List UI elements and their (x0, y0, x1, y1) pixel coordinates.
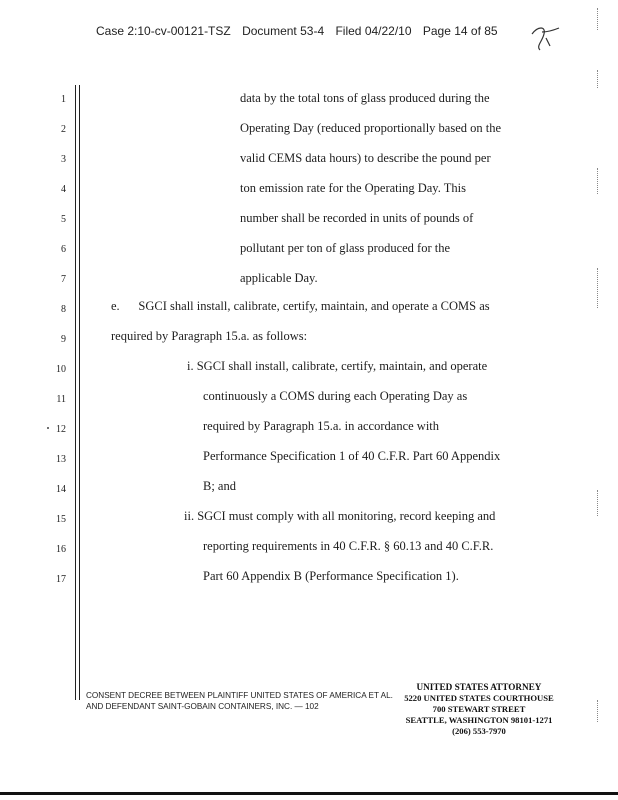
text-line: required by Paragraph 15.a. as follows: (111, 329, 308, 343)
line-number: 15 (56, 514, 66, 525)
line-number: 8 (61, 304, 66, 315)
line-number: 11 (56, 394, 66, 405)
text-line: reporting requirements in 40 C.F.R. § 60.13 and 40 C.F.R. (203, 539, 494, 553)
subparagraph-i: i. SGCI shall install, calibrate, certify, maintain, and operate (187, 359, 488, 373)
address-line: 5220 UNITED STATES COURTHOUSE (404, 693, 554, 703)
page-indicator: Page 14 of 85 (422, 24, 498, 38)
scan-artifact (597, 700, 600, 722)
footer-caption (86, 690, 416, 712)
line-number: 4 (61, 184, 66, 195)
address-line: SEATTLE, WASHINGTON 98101-1271 (405, 715, 553, 725)
attorney-address-stamp (404, 682, 554, 737)
scan-artifact (597, 168, 600, 194)
text-line: ton emission rate for the Operating Day. This (240, 181, 466, 195)
text-line: number shall be recorded in units of pounds of (240, 211, 474, 225)
line-number: 14 (56, 484, 66, 495)
scan-artifact (597, 70, 600, 88)
text-line: pollutant per ton of glass produced for the (240, 241, 451, 255)
line-number: 5 (61, 214, 66, 225)
line-number: 16 (56, 544, 66, 555)
margin-rule (75, 85, 76, 700)
text-line: Operating Day (reduced proportionally based on the (240, 121, 502, 135)
line-number: 13 (56, 454, 66, 465)
line-number: 7 (61, 274, 66, 285)
text-line: B; and (203, 479, 236, 493)
line-number: 6 (61, 244, 66, 255)
margin-rule (79, 85, 80, 700)
scan-artifact (47, 427, 49, 429)
text-line: valid CEMS data hours) to describe the pound per (240, 151, 491, 165)
scan-artifact (597, 268, 600, 308)
line-number: 17 (56, 574, 66, 585)
text-line: continuously a COMS during each Operating Day as (203, 389, 468, 403)
line-number: 3 (61, 154, 66, 165)
document-header (96, 24, 516, 38)
scan-artifact (597, 490, 600, 516)
case-number: Case 2:10-cv-00121-TSZ (96, 24, 231, 38)
line-number: 9 (61, 334, 66, 345)
text-line: applicable Day. (240, 271, 318, 285)
footer-caption-line: AND DEFENDANT SAINT-GOBAIN CONTAINERS, INC. — 102 (86, 702, 319, 711)
filed-date: Filed 04/22/10 (335, 24, 412, 38)
text-line: required by Paragraph 15.a. in accordance with (203, 419, 440, 433)
text-line: data by the total tons of glass produced during the (240, 91, 490, 105)
paragraph-e-heading: e. SGCI shall install, calibrate, certify, maintain, and operate a COMS as (111, 299, 490, 313)
line-number: 1 (61, 94, 66, 105)
initials-signature-icon (528, 20, 562, 54)
scan-bottom-edge (0, 792, 618, 795)
line-number: 10 (56, 364, 66, 375)
footer-caption-line: CONSENT DECREE BETWEEN PLAINTIFF UNITED STATES OF AMERICA ET AL. (86, 691, 393, 700)
text-line: Performance Specification 1 of 40 C.F.R. Part 60 Appendix (203, 449, 501, 463)
document-number: Document 53-4 (242, 24, 325, 38)
scan-artifact (597, 8, 600, 30)
attorney-title: UNITED STATES ATTORNEY (416, 682, 542, 692)
subparagraph-ii: ii. SGCI must comply with all monitoring, record keeping and (184, 509, 496, 523)
line-number: 12 (56, 424, 66, 435)
line-number: 2 (61, 124, 66, 135)
address-line: 700 STEWART STREET (432, 704, 526, 714)
text-line: Part 60 Appendix B (Performance Specification 1). (203, 569, 459, 583)
phone-number: (206) 553-7970 (452, 726, 506, 736)
